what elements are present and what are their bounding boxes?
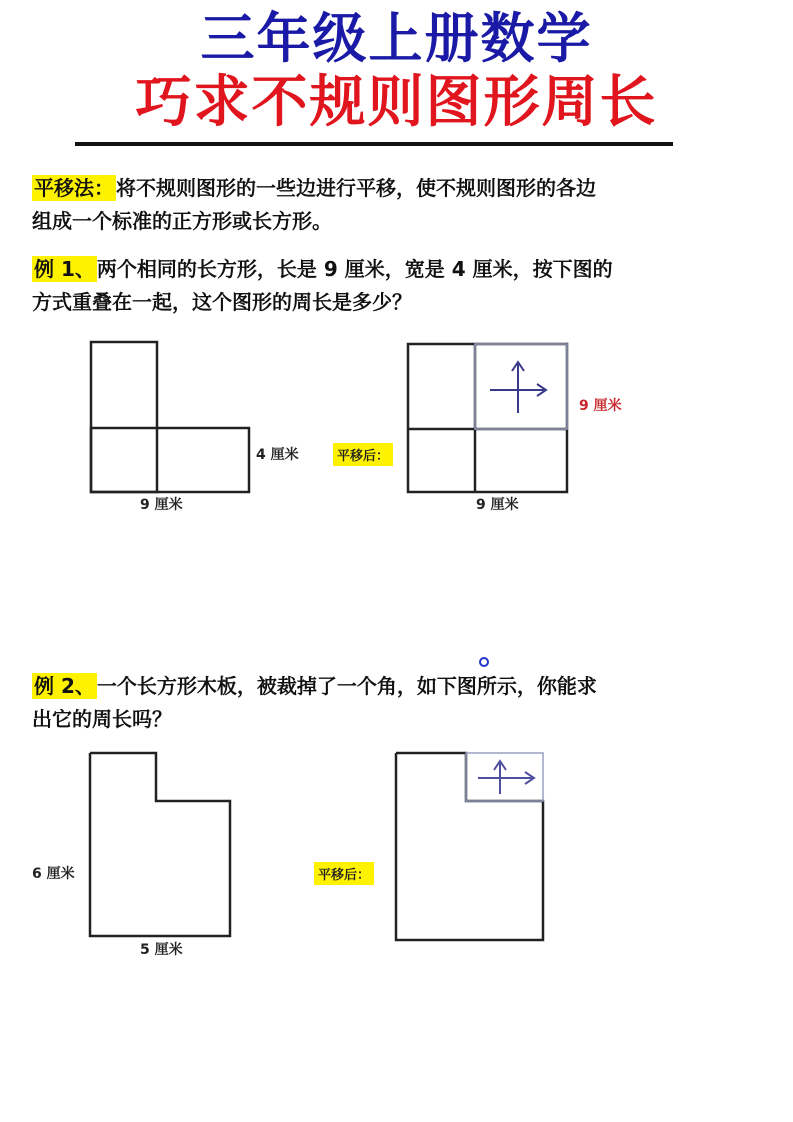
example2-width-label: 5 厘米 [140,942,183,958]
method-text-2: 组成一个标准的正方形或长方形。 [32,209,332,233]
method-text-1: 将不规则图形的一些边进行平移，使不规则图形的各边 [116,176,596,200]
move-arrows-icon [490,362,546,413]
example1-figure-left [91,342,249,492]
example1-right-length-label: 9 厘米 [476,497,519,513]
example1-width-label: 4 厘米 [256,447,299,463]
example1-length-label: 9 厘米 [140,497,183,513]
example1-figure-right [408,344,567,492]
method-label: 平移法： [34,176,114,200]
title-grade: 三年级上册数学 [200,7,593,70]
title-topic: 巧求不规则图形周长 [135,70,658,135]
example2-height-label: 6 厘米 [32,866,75,882]
example2-after-label: 平移后： [314,862,374,885]
example1-label: 例 1、 [34,257,95,281]
example1-after-label: 平移后： [333,443,393,466]
example1-text-1: 两个相同的长方形，长是 9 厘米，宽是 4 厘米，按下图的 [96,257,613,281]
example2-text-1: 一个长方形木板，被裁掉了一个角，如下图所示，你能求 [96,674,597,698]
example2-figure-left [90,753,230,936]
example2-label: 例 2、 [34,674,95,698]
move-arrows-icon [478,761,534,794]
example2-figure-right [396,753,543,940]
example1-height-label: 9 厘米 [579,398,622,414]
example1-text-2: 方式重叠在一起，这个图形的周长是多少？ [32,290,412,314]
cursor-indicator [479,657,489,667]
example2-text-2: 出它的周长吗？ [32,707,172,731]
